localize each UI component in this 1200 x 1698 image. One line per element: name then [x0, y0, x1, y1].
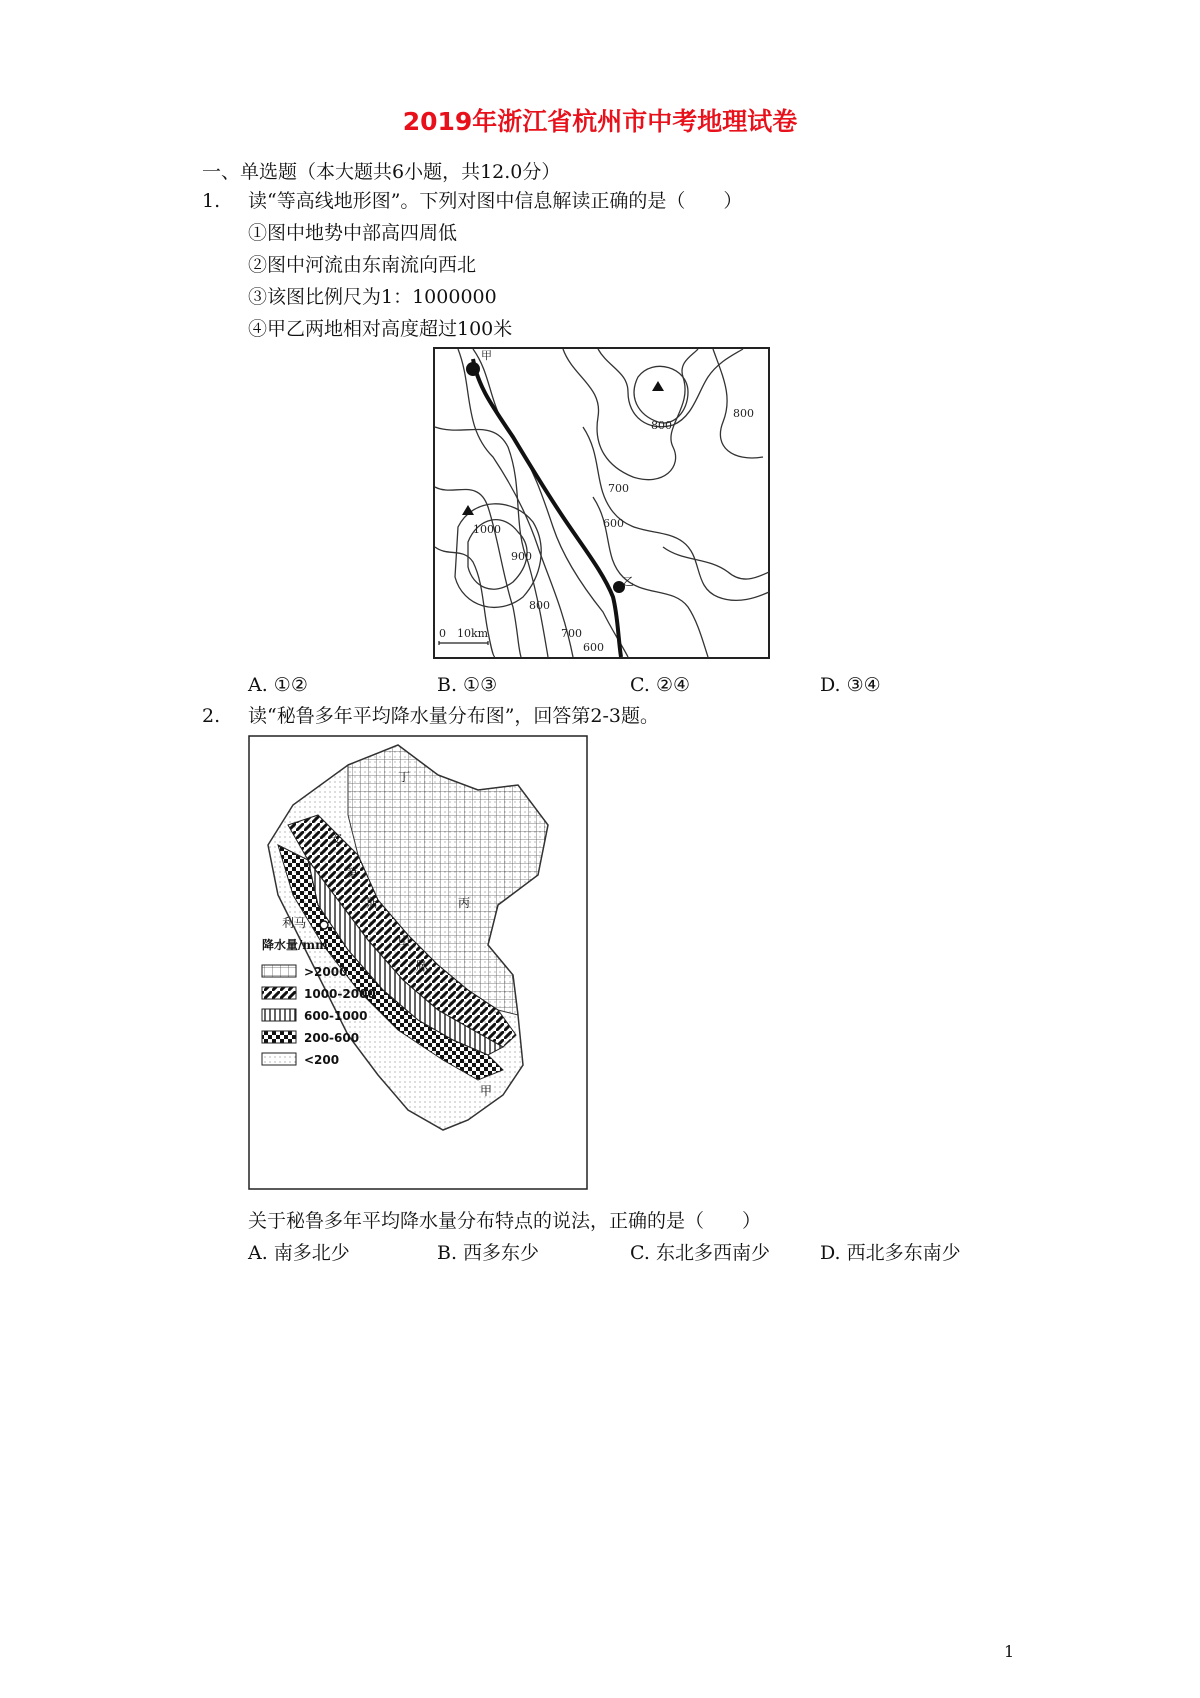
map-char-mai: 脉	[416, 959, 429, 973]
q1-item-2: ②图中河流由东南流向西北	[248, 254, 477, 276]
map-label-yi: 乙	[623, 575, 634, 588]
scale-bar-label: 0 10km	[439, 627, 489, 640]
contour-label: 900	[511, 550, 532, 563]
map-char-shan: 山	[398, 934, 411, 948]
map-label-lima: 利马	[282, 916, 307, 930]
legend-swatch-1000-2000	[262, 987, 296, 999]
contour-map-figure	[433, 347, 770, 659]
contour-label: 700	[561, 627, 582, 640]
q1-option-c[interactable]: C. ②④	[630, 674, 691, 696]
contour-label: 600	[583, 641, 604, 654]
q2-sub-stem: 关于秘鲁多年平均降水量分布特点的说法，正确的是（ ）	[248, 1210, 762, 1232]
legend-label: <200	[304, 1053, 340, 1067]
legend-swatch-lt200	[262, 1053, 296, 1065]
page-title: 2019年浙江省杭州市中考地理试卷	[402, 107, 798, 136]
contour-label: 600	[603, 517, 624, 530]
q2-option-a[interactable]: A. 南多北少	[248, 1242, 350, 1264]
q1-option-a[interactable]: A. ①②	[248, 674, 308, 696]
legend-title: 降水量/mm	[262, 938, 328, 952]
legend-swatch-gt2000	[262, 965, 296, 977]
map-char-an: 安	[330, 832, 343, 846]
contour-label: 800	[651, 419, 672, 432]
legend-swatch-600-1000	[262, 1009, 296, 1021]
q1-number: 1.	[202, 190, 221, 212]
contour-label: 800	[529, 599, 550, 612]
map-char-si: 斯	[366, 896, 379, 910]
peru-precipitation-map-figure	[248, 735, 588, 1190]
q2-number: 2.	[202, 705, 221, 727]
q1-item-3: ③该图比例尺为1：1000000	[248, 286, 497, 308]
q1-stem: 读“等高线地形图”。下列对图中信息解读正确的是（ ）	[248, 190, 743, 212]
contour-label: 700	[608, 482, 629, 495]
section-heading: 一、单选题（本大题共6小题，共12.0分）	[202, 161, 561, 183]
q1-option-d[interactable]: D. ③④	[820, 674, 881, 696]
contour-label: 800	[733, 407, 754, 420]
q2-stem: 读“秘鲁多年平均降水量分布图”，回答第2-3题。	[248, 705, 660, 727]
q1-item-4: ④甲乙两地相对高度超过100米	[248, 318, 513, 340]
point-jia-marker	[466, 362, 480, 376]
map-char-ding: 丁	[398, 770, 411, 784]
q1-item-1: ①图中地势中部高四周低	[248, 222, 458, 244]
q2-option-b[interactable]: B. 西多东少	[437, 1242, 540, 1264]
q1-option-b[interactable]: B. ①③	[437, 674, 498, 696]
q2-option-c[interactable]: C. 东北多西南少	[630, 1242, 770, 1264]
legend-label: >2000	[304, 965, 348, 979]
page-number: 1	[1004, 1642, 1015, 1661]
map-char-bing: 丙	[458, 896, 471, 910]
lima-marker	[320, 921, 328, 929]
q2-option-d[interactable]: D. 西北多东南少	[820, 1242, 961, 1264]
map-label-jia: 甲	[481, 349, 492, 362]
legend-label: 200-600	[304, 1031, 360, 1045]
legend-label: 1000-2000	[304, 987, 376, 1001]
contour-label: 1000	[473, 523, 501, 536]
map-char-di: 第	[346, 866, 359, 880]
map-char-jia: 甲	[480, 1084, 493, 1098]
legend-label: 600-1000	[304, 1009, 368, 1023]
legend-swatch-200-600	[262, 1031, 296, 1043]
